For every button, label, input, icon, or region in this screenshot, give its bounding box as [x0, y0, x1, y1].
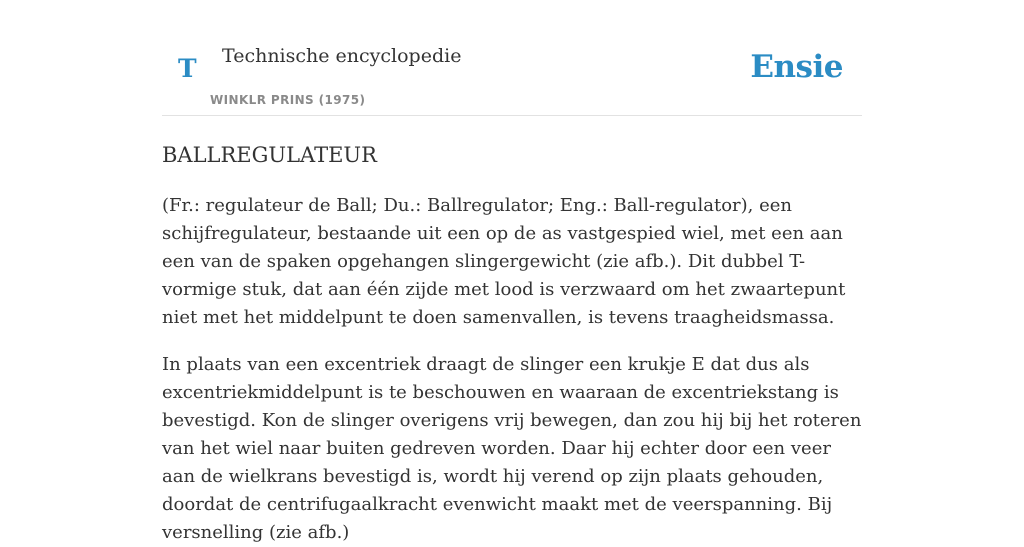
- book-title-link[interactable]: Technische encyclopedie: [222, 45, 462, 67]
- ensie-logo[interactable]: Ensie: [750, 49, 843, 85]
- article-title: BALLREGULATEUR: [162, 143, 377, 167]
- article-paragraph-1: (Fr.: regulateur de Ball; Du.: Ballregulator; Eng.: Ball-regulator), een schijfregulateur, bestaande uit een op de as vastgespied wiel, met een aan een van de spaken opgehangen slingergewicht (zie afb.). Dit dubbel T-vormige stuk, dat aan één zijde met lood is verzwaard om het zwaartepunt niet met het middelpunt te doen samenvallen, is tevens traagheidsmassa.: [162, 195, 846, 328]
- book-logo-icon[interactable]: T: [178, 54, 197, 83]
- page-header: [162, 40, 862, 116]
- article-paragraph-2: In plaats van een excentriek draagt de slinger een krukje E dat dus als excentriekmiddelpunt is te beschouwen en waaraan de excentriekstang is bevestigd. Kon de slinger overigens vrij bewegen, dan zou hij bij het roteren van het wiel naar buiten gedreven worden. Daar hij echter door een veer aan de wielkrans bevestigd is, wordt hij verend op zijn plaats gehouden, doordat de centrifugaalkracht evenwicht maakt met de veerspanning. Bij versnelling (zie afb.): [162, 354, 862, 543]
- article: [162, 138, 862, 547]
- source-label: WINKLR PRINS (1975): [210, 93, 366, 107]
